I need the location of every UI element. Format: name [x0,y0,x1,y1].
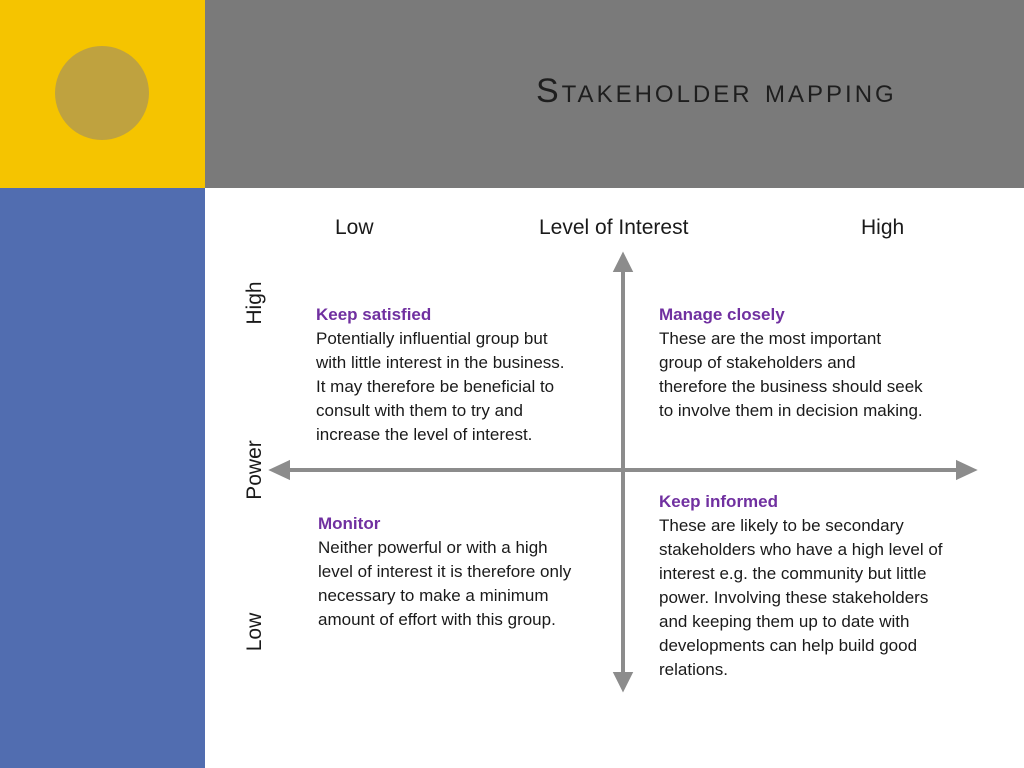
power-high-label: High [243,281,266,325]
quadrant-text-line: It may therefore be beneficial to [316,377,555,396]
quadrant-text-line: increase the level of interest. [316,425,533,444]
keep-satisfied-quadrant [316,303,565,447]
manage-closely-quadrant [659,303,923,423]
quadrant-text-line: level of interest it is therefore only [318,562,572,581]
power-axis-label: Power [243,440,266,500]
quadrant-text-line: These are the most important [659,329,882,348]
quadrant-text-line: necessary to make a minimum [318,586,549,605]
quadrant-text-line: with little interest in the business. [316,353,565,372]
left-arrow-icon [273,463,288,477]
interest-low-label: Low [335,216,374,239]
power-low-label: Low [243,612,266,652]
quadrant-text-line: consult with them to try and [316,401,523,420]
quadrant-text-line: therefore the business should seek [659,377,923,396]
quadrant-title: Manage closely [659,305,785,324]
quadrant-text-line: to involve them in decision making. [659,401,923,420]
quadrant-text-line: amount of effort with this group. [318,610,556,629]
quadrant-text-line: and keeping them up to date with [659,612,910,631]
quadrant-text-line: interest e.g. the community but little [659,564,927,583]
quadrant-title: Keep satisfied [316,305,432,324]
down-arrow-icon [616,674,630,688]
quadrant-text-line: developments can help build good [659,636,918,655]
monitor-quadrant [318,512,571,632]
interest-axis-label: Level of Interest [539,216,689,239]
quadrant-text-line: Neither powerful or with a high [318,538,548,557]
right-arrow-icon [958,463,973,477]
quadrant-text-line: power. Involving these stakeholders [659,588,929,607]
quadrant-text-line: relations. [659,660,728,679]
quadrant-text-line: stakeholders who have a high level of [659,540,943,559]
quadrant-title: Keep informed [659,492,779,511]
keep-informed-quadrant [659,490,943,682]
interest-high-label: High [861,216,905,239]
slide-title: Stakeholder mapping [536,72,897,110]
quadrant-title: Monitor [318,514,381,533]
quadrant-text-line: group of stakeholders and [659,353,856,372]
quadrant-text-line: These are likely to be secondary [659,516,904,535]
quadrant-text-line: Potentially influential group but [316,329,548,348]
up-arrow-icon [616,256,630,270]
